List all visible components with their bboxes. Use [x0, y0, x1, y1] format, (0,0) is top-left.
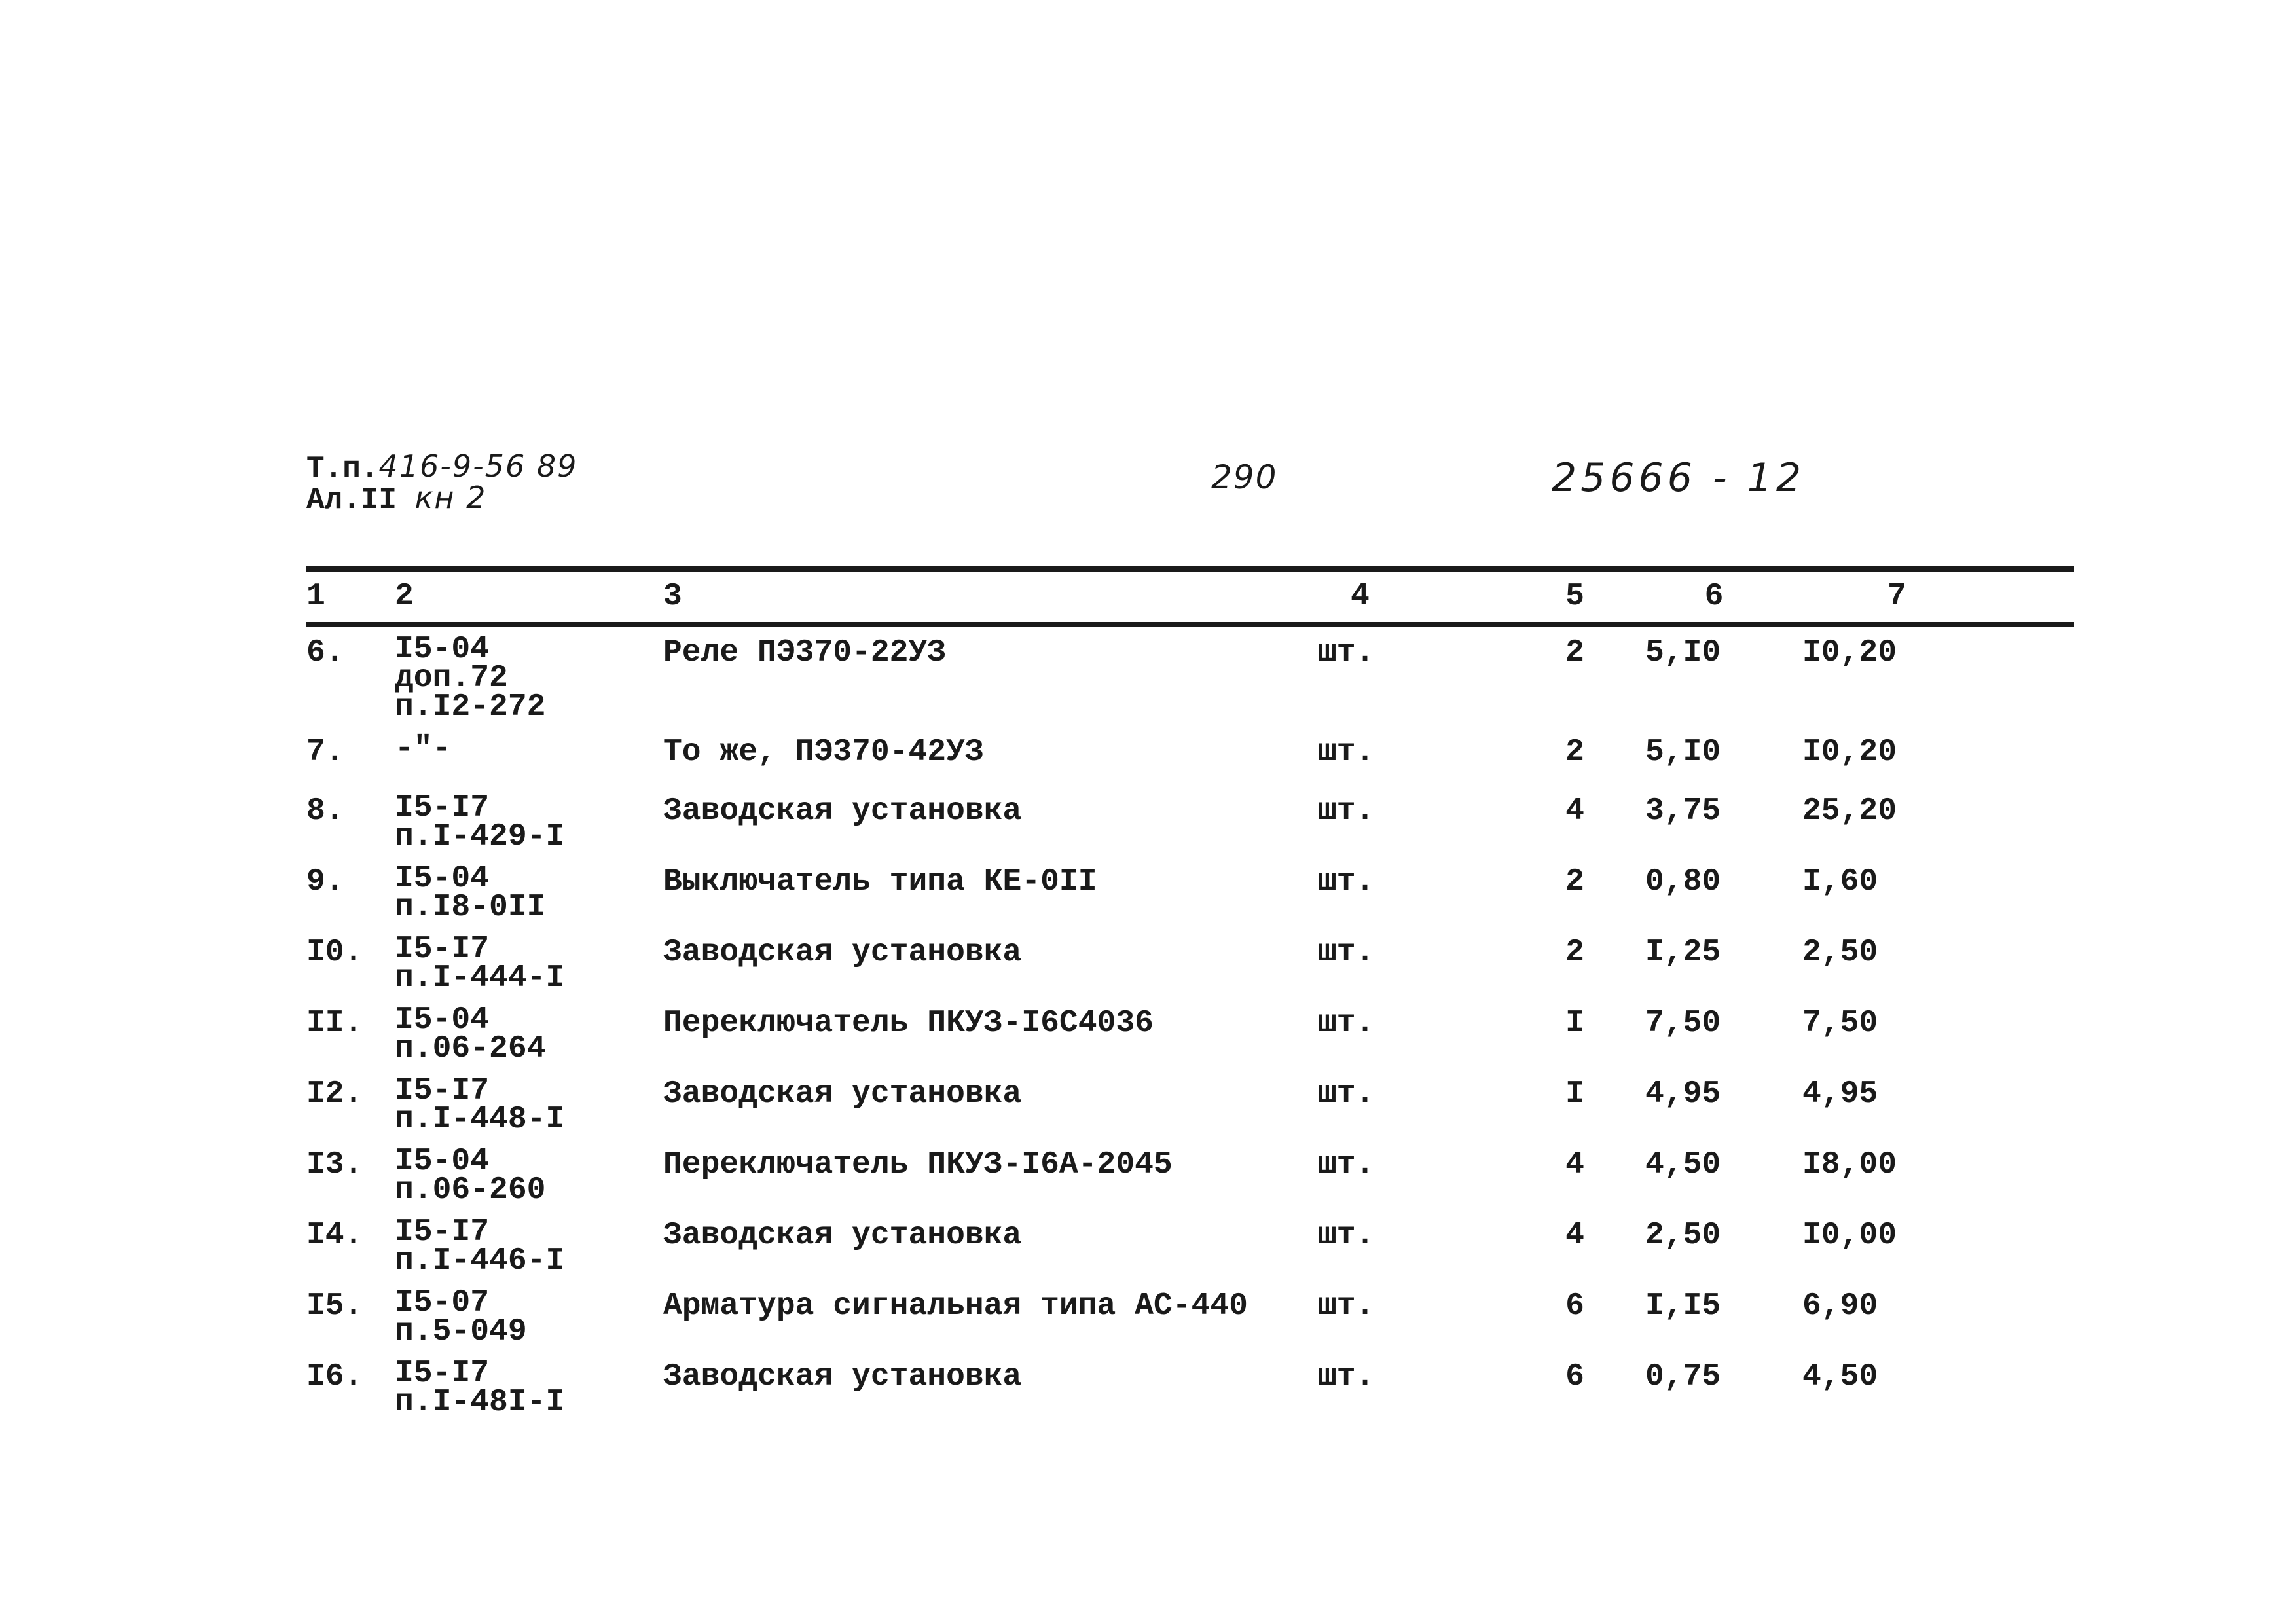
norm-code-line: I5-I7 — [395, 1356, 490, 1391]
norm-code-line: -"- — [395, 731, 452, 767]
norm-code-line: I5-I7 — [395, 932, 490, 967]
unit: шт. — [1318, 735, 1375, 770]
quantity: 4 — [1565, 793, 1584, 829]
row-number: I4. — [306, 1218, 363, 1253]
handwritten-project-number: 416-9-56 89 — [378, 448, 578, 484]
norm-code-line: п.5-049 — [395, 1314, 527, 1349]
unit: шт. — [1318, 793, 1375, 829]
norm-code-line: I5-04 — [395, 861, 490, 896]
total-price: I0,00 — [1802, 1218, 1897, 1253]
unit-price: I,I5 — [1645, 1288, 1721, 1324]
quantity: 2 — [1565, 635, 1584, 670]
unit-price: 0,75 — [1645, 1359, 1721, 1395]
row-number: I5. — [306, 1288, 363, 1324]
row-number: I0. — [306, 935, 363, 970]
total-price: 4,95 — [1802, 1076, 1878, 1112]
table-row — [306, 922, 2192, 993]
unit-price: 4,95 — [1645, 1076, 1721, 1112]
quantity: 2 — [1565, 735, 1584, 770]
norm-code — [395, 622, 663, 725]
handwritten-book-number: кн 2 — [414, 480, 487, 515]
norm-code-line: п.I2-272 — [395, 689, 546, 725]
unit-price: 3,75 — [1645, 793, 1721, 829]
item-name: Заводская установка — [663, 935, 1022, 970]
norm-code-line: п.I-429-I — [395, 819, 565, 854]
norm-code-line: I5-04 — [395, 1002, 490, 1038]
norm-code-line: п.I-444-I — [395, 960, 565, 996]
row-number: 7. — [306, 735, 344, 770]
column-header: 1 — [306, 579, 325, 614]
column-header: 4 — [1351, 579, 1370, 614]
document-reference — [306, 448, 578, 517]
norm-code-line: п.06-260 — [395, 1173, 546, 1208]
item-name: Заводская установка — [663, 793, 1022, 829]
quantity: 4 — [1565, 1218, 1584, 1253]
column-header: 5 — [1565, 579, 1584, 614]
table-row — [306, 993, 2192, 1063]
unit-price: 4,50 — [1645, 1147, 1721, 1182]
total-price: 7,50 — [1802, 1006, 1878, 1041]
quantity: 2 — [1565, 864, 1584, 900]
norm-code — [395, 1205, 663, 1279]
row-number: II. — [306, 1006, 363, 1041]
item-name: Заводская установка — [663, 1218, 1022, 1253]
row-number: 8. — [306, 793, 344, 829]
norm-code-line: п.I8-0II — [395, 890, 546, 925]
total-price: I0,20 — [1802, 735, 1897, 770]
row-number: I2. — [306, 1076, 363, 1112]
table-row — [306, 1063, 2192, 1134]
unit: шт. — [1318, 1076, 1375, 1112]
unit-price: 5,I0 — [1645, 635, 1721, 670]
quantity: 4 — [1565, 1147, 1584, 1182]
table-row — [306, 1134, 2192, 1205]
document-number: 25666 - 12 — [1552, 455, 1806, 501]
total-price: I8,00 — [1802, 1147, 1897, 1182]
quantity: I — [1565, 1076, 1584, 1112]
quantity: 6 — [1565, 1359, 1584, 1395]
item-name: Заводская установка — [663, 1359, 1022, 1395]
norm-code-line: п.06-264 — [395, 1031, 546, 1067]
table-row — [306, 1275, 2192, 1346]
row-number: 9. — [306, 864, 344, 900]
norm-code-line: I5-04 — [395, 632, 490, 667]
norm-code-line: I5-I7 — [395, 790, 490, 826]
norm-code-line: п.I-48I-I — [395, 1385, 565, 1420]
norm-code-line: I5-04 — [395, 1144, 490, 1179]
column-header: 3 — [663, 579, 682, 614]
item-name: Заводская установка — [663, 1076, 1022, 1112]
table-body — [306, 622, 2192, 1420]
unit: шт. — [1318, 1359, 1375, 1395]
unit: шт. — [1318, 1288, 1375, 1324]
column-header: 2 — [395, 579, 414, 614]
norm-code-line: I5-I7 — [395, 1073, 490, 1108]
unit: шт. — [1318, 1006, 1375, 1041]
total-price: 25,20 — [1802, 793, 1897, 829]
item-name: Переключатель ПКУЗ-I6А-2045 — [663, 1147, 1173, 1182]
norm-code — [395, 1275, 663, 1349]
table-row — [306, 1205, 2192, 1275]
norm-code — [395, 1063, 663, 1137]
quantity: 2 — [1565, 935, 1584, 970]
unit-price: 0,80 — [1645, 864, 1721, 900]
table-row — [306, 780, 2192, 851]
item-name: То же, ПЭ370-42УЗ — [663, 735, 984, 770]
unit: шт. — [1318, 1147, 1375, 1182]
reference-line-1: Т.п.416-9-56 89 — [306, 448, 578, 486]
unit-price: 2,50 — [1645, 1218, 1721, 1253]
norm-code-line: I5-07 — [395, 1285, 490, 1321]
norm-code-line: п.I-448-I — [395, 1102, 565, 1137]
row-number: I3. — [306, 1147, 363, 1182]
unit: шт. — [1318, 864, 1375, 900]
unit: шт. — [1318, 935, 1375, 970]
item-name: Выключатель типа КЕ-0II — [663, 864, 1097, 900]
row-number: 6. — [306, 635, 344, 670]
column-number-header — [306, 571, 2192, 622]
quantity: 6 — [1565, 1288, 1584, 1324]
unit-price: I,25 — [1645, 935, 1721, 970]
unit: шт. — [1318, 1218, 1375, 1253]
page-number: 290 — [1211, 458, 1278, 496]
total-price: I,60 — [1802, 864, 1878, 900]
unit-price: 7,50 — [1645, 1006, 1721, 1041]
unit: шт. — [1318, 635, 1375, 670]
norm-code — [395, 780, 663, 854]
table-row — [306, 1346, 2192, 1417]
row-number: I6. — [306, 1359, 363, 1395]
item-name: Арматура сигнальная типа АС-440 — [663, 1288, 1248, 1324]
specification-table — [306, 571, 2192, 1420]
column-header: 7 — [1887, 579, 1906, 614]
norm-code-line: I5-I7 — [395, 1214, 490, 1250]
total-price: 6,90 — [1802, 1288, 1878, 1324]
norm-code-line: п.I-446-I — [395, 1243, 565, 1279]
table-row — [306, 622, 2192, 721]
table-row — [306, 721, 2192, 780]
total-price: 4,50 — [1802, 1359, 1878, 1395]
unit-price: 5,I0 — [1645, 735, 1721, 770]
reference-line-2: Ал.II кн 2 — [306, 480, 487, 517]
norm-code-line: доп.72 — [395, 661, 508, 696]
table-row — [306, 851, 2192, 922]
norm-code — [395, 1346, 663, 1420]
item-name: Переключатель ПКУЗ-I6С4036 — [663, 1006, 1154, 1041]
norm-code — [395, 851, 663, 925]
total-price: I0,20 — [1802, 635, 1897, 670]
norm-code — [395, 922, 663, 996]
norm-code — [395, 721, 663, 780]
norm-code — [395, 993, 663, 1067]
norm-code — [395, 1134, 663, 1208]
total-price: 2,50 — [1802, 935, 1878, 970]
item-name: Реле ПЭ370-22УЗ — [663, 635, 947, 670]
column-header: 6 — [1704, 579, 1724, 614]
quantity: I — [1565, 1006, 1584, 1041]
